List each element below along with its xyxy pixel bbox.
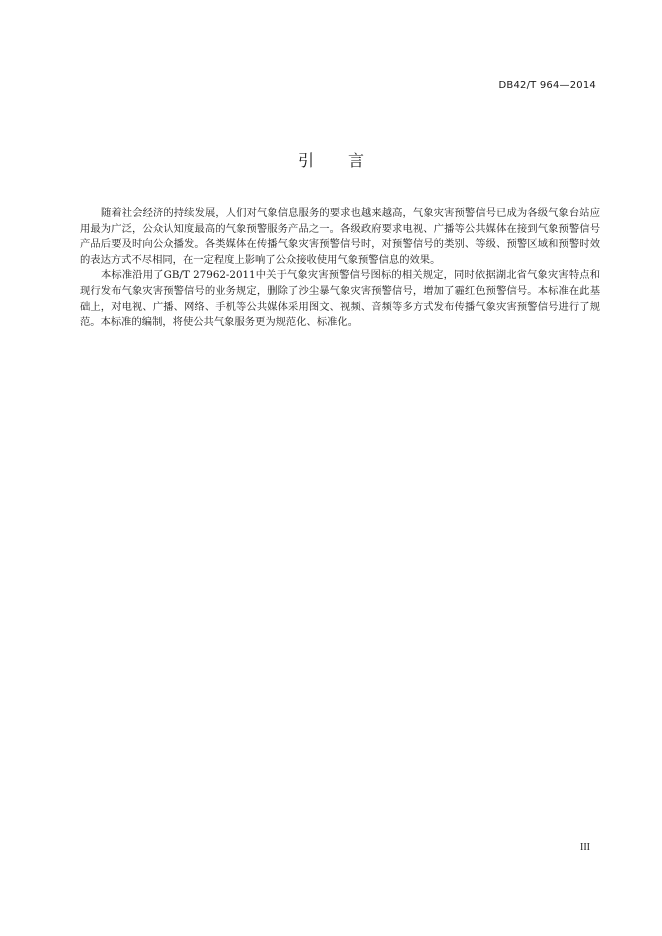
body-text <box>80 206 600 331</box>
section-title: 引言 <box>297 151 398 170</box>
page-number: III <box>580 842 590 853</box>
paragraph-background: 随着社会经济的持续发展，人们对气象信息服务的要求也越来越高，气象灾害预警信号已成为各级气象台站应用最为广泛，公众认知度最高的气象预警服务产品之一。各级政府要求电视、广播等公共媒体在接到气象预警信号产品后要及时向公众播发。各类媒体在传播气象灾害预警信号时，对预警信号的类别、等级、预警区域和预警时效的表达方式不尽相同，在一定程度上影响了公众接收使用气象预警信息的效果。 <box>80 207 600 266</box>
paragraph-scope: 本标准沿用了GB/T 27962-2011中关于气象灾害预警信号图标的相关规定，同时依据湖北省气象灾害特点和现行发布气象灾害预警信号的业务规定，删除了沙尘暴气象灾害预警信号，增加了霾红色预警信号。本标准在此基础上，对电视、广播、网络、手机等公共媒体采用图文、视频、音频等多方式发布传播气象灾害预警信号进行了规范。本标准的编制，将使公共气象服务更为规范化、标准化。 <box>80 269 600 329</box>
standard-code: DB42/T 964—2014 <box>498 80 596 91</box>
